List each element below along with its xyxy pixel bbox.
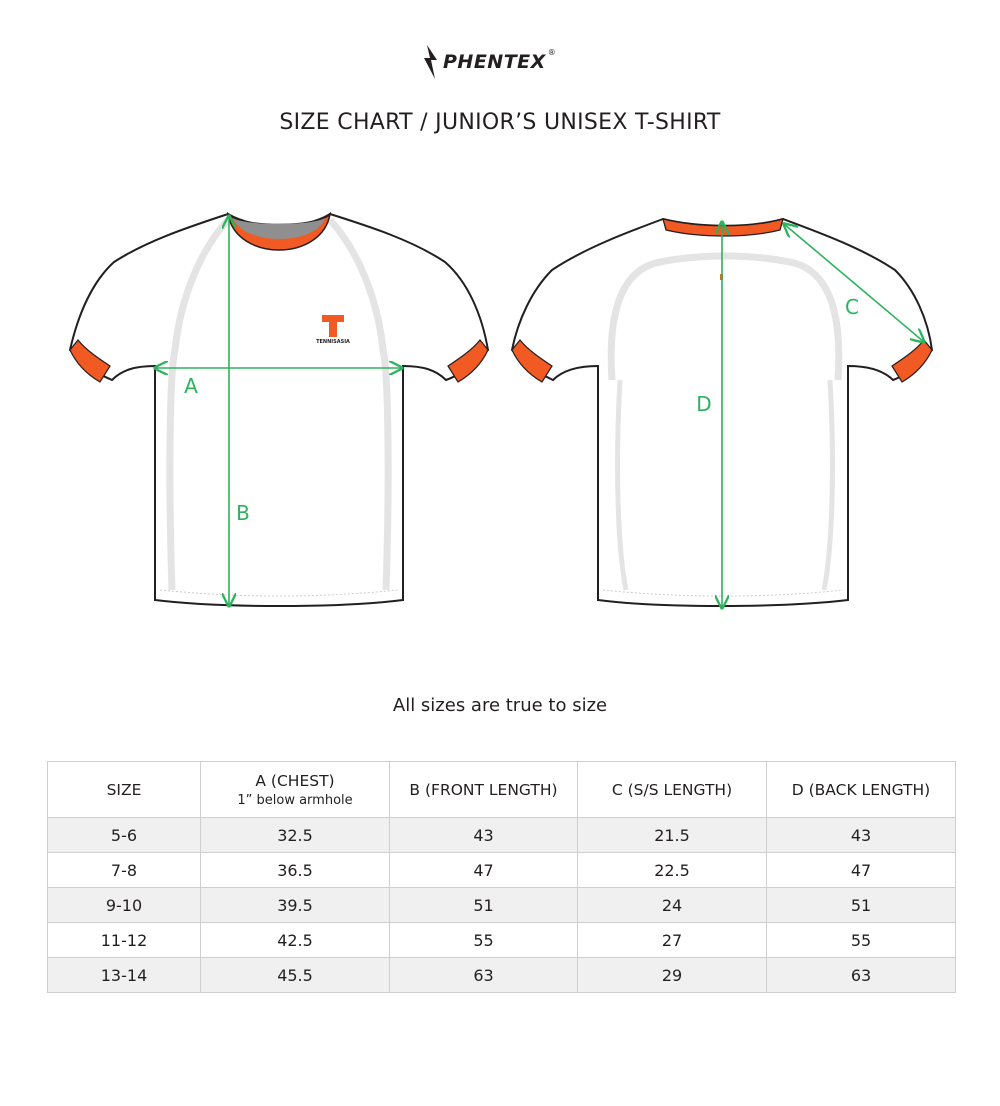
header-ss-length: C (S/S LENGTH) <box>578 762 767 818</box>
cell-size: 5-6 <box>48 818 201 853</box>
lightning-bolt-icon <box>423 45 441 79</box>
header-front-length: B (FRONT LENGTH) <box>390 762 578 818</box>
table-row <box>48 888 956 923</box>
cell-chest: 32.5 <box>201 818 390 853</box>
cell-size: 7-8 <box>48 853 201 888</box>
header-chest-note: 1” below armhole <box>237 792 353 808</box>
table-row <box>48 818 956 853</box>
cell-size: 13-14 <box>48 958 201 993</box>
table-row <box>48 958 956 993</box>
table-row <box>48 923 956 958</box>
size-table <box>47 761 956 993</box>
cell-ss-length: 27 <box>578 923 767 958</box>
measure-d-label: D <box>696 392 712 416</box>
cell-chest: 42.5 <box>201 923 390 958</box>
cell-back-length: 43 <box>767 818 956 853</box>
back-shirt <box>512 219 932 608</box>
cell-front-length: 63 <box>390 958 578 993</box>
header-size: SIZE <box>48 762 201 818</box>
shirt-logo-text: TENNISASIA <box>316 339 350 345</box>
page-title: SIZE CHART / JUNIOR’S UNISEX T-SHIRT <box>279 110 721 135</box>
cell-ss-length: 24 <box>578 888 767 923</box>
cell-chest: 45.5 <box>201 958 390 993</box>
cell-front-length: 55 <box>390 923 578 958</box>
brand-name: PHENTEX <box>443 51 546 73</box>
cell-back-length: 55 <box>767 923 956 958</box>
trademark-symbol: ® <box>547 47 556 57</box>
front-shirt <box>70 214 488 606</box>
cell-front-length: 47 <box>390 853 578 888</box>
cell-front-length: 51 <box>390 888 578 923</box>
cell-chest: 39.5 <box>201 888 390 923</box>
measure-a-label: A <box>184 374 198 398</box>
brand-logo <box>423 42 583 82</box>
cell-size: 9-10 <box>48 888 201 923</box>
table-row <box>48 853 956 888</box>
cell-ss-length: 22.5 <box>578 853 767 888</box>
cell-back-length: 63 <box>767 958 956 993</box>
tshirt-diagram <box>0 170 1000 620</box>
front-shirt-body <box>70 214 488 606</box>
fit-note: All sizes are true to size <box>392 695 608 716</box>
cell-size: 11-12 <box>48 923 201 958</box>
cell-ss-length: 21.5 <box>578 818 767 853</box>
cell-front-length: 43 <box>390 818 578 853</box>
cell-ss-length: 29 <box>578 958 767 993</box>
header-back-length: D (BACK LENGTH) <box>767 762 956 818</box>
measure-b-label: B <box>236 501 250 525</box>
back-collar <box>663 219 783 236</box>
cell-chest: 36.5 <box>201 853 390 888</box>
table-header-row <box>48 762 956 818</box>
header-chest: A (CHEST) 1” below armhole <box>201 762 390 818</box>
measure-c-label: C <box>845 295 859 319</box>
cell-back-length: 51 <box>767 888 956 923</box>
cell-back-length: 47 <box>767 853 956 888</box>
